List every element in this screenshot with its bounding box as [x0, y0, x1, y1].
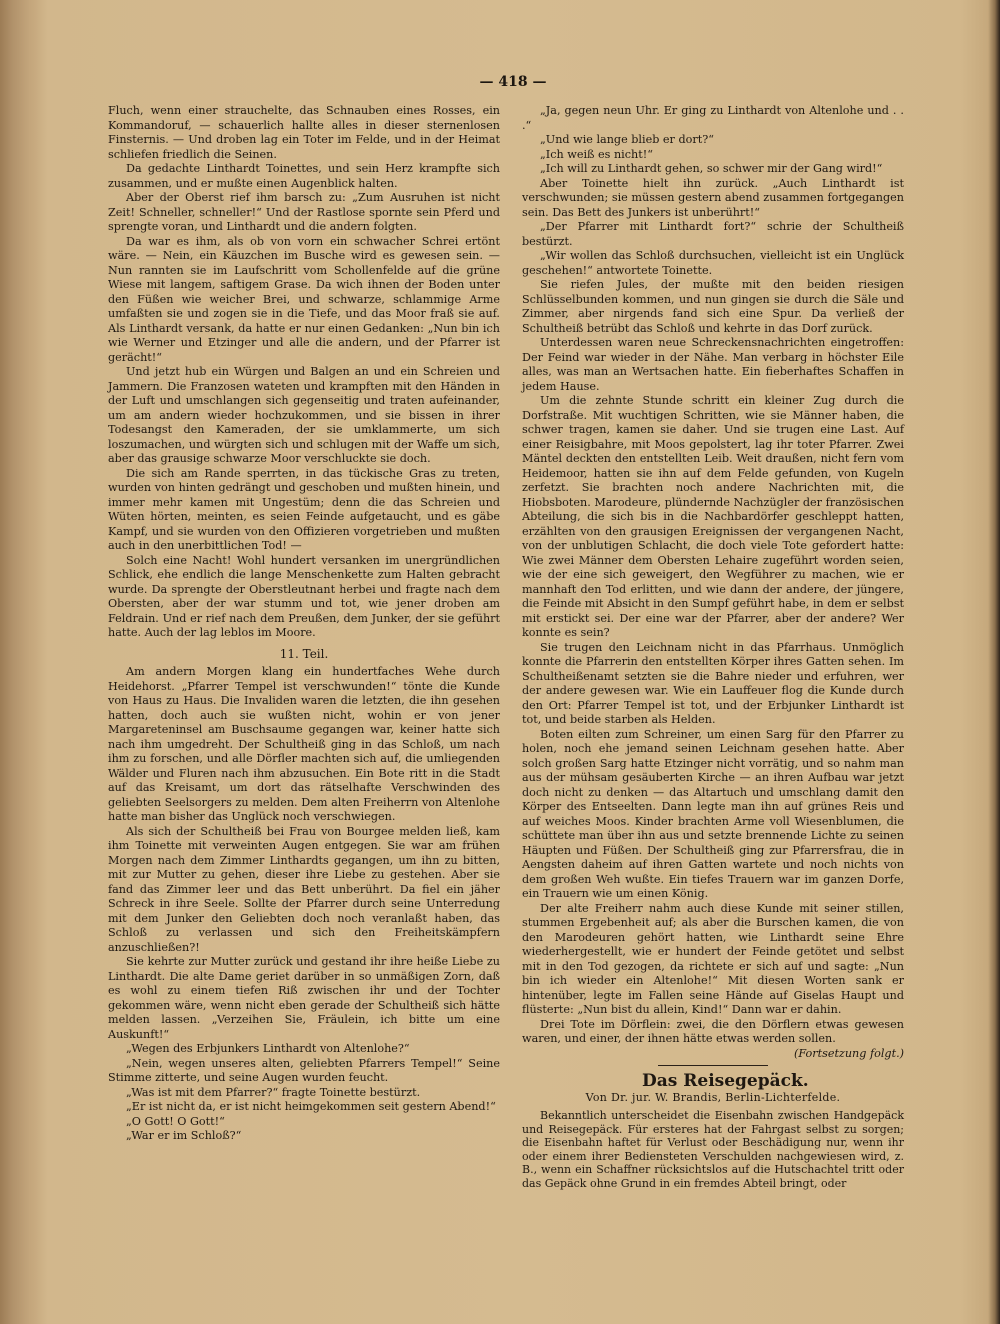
paragraph: Drei Tote im Dörflein: zwei, die den Dörflern etwas gewesen waren, und einer, der ihnen hätte etwas werden sollen. [522, 1017, 904, 1045]
paragraph: Sie trugen den Leichnam nicht in das Pfarrhaus. Unmöglich konnte die Pfarrerin den entstellten Körper ihres Gatten sehen. Im Schultheißenamt setzten sie die Bahre nieder und erfuhren, wer der andere gewesen war. Wie ein Lauffeuer flog die Kunde durch den Ort: Pfarrer Tempel ist tot, und der Erbjunker Linthardt ist tot, und beide starben als Helden. [522, 640, 904, 726]
paragraph: Da war es ihm, als ob von vorn ein schwacher Schrei ertönt wäre. — Nein, ein Käuzchen im Busche wird es gewesen sein. — Nun rannten sie im Laufschritt vom Schollenfelde auf die grüne Wiese mit langem, saftigem Grase. Da wich ihnen der Boden unter den Füßen wie weicher Brei, und schwarze, schlammige Arme umfaßten sie und zogen sie in die Tiefe, und das Moor fraß sie auf. Als Linthardt versank, da hatte er nur einen Gedanken: „Nun bin ich wie Werner und Etzinger und alle die andern, und der Pfarrer ist gerächt!“ [108, 234, 500, 364]
paragraph: „Er ist nicht da, er ist nicht heimgekommen seit gestern Abend!“ [126, 1100, 496, 1113]
paragraph: Boten eilten zum Schreiner, um einen Sarg für den Pfarrer zu holen, noch ehe jemand seinen Leichnam gesehen hatte. Aber solch großen Sarg hatte Etzinger nicht vorrätig, und so nahm man aus der mühsam gesäuberten Kirche — an ihren Aufbau war jetzt doch nicht zu denken — das Altartuch und umschlang damit den Körper des Entseelten. Dann legte man ihn auf grünes Reis und auf weiches Moos. Kinder brachten Arme voll Wiesenblumen, die schüttete man über ihn aus und setzte brennende Lichte zu seinen Häupten und Füßen. Der Schultheiß ging zur Pfarrersfrau, die in Aengsten daheim auf ihren Gatten wartete und noch nichts von dem großen Weh wußte. Ein tiefes Trauern war im ganzen Dorfe, ein Trauern wie um einen König. [522, 727, 904, 900]
paragraph: Fluch, wenn einer strauchelte, das Schnauben eines Rosses, ein Kommandoruf, — schauerlich hallte alles in dieser sternenlosen Finsternis. — Und droben lag ein Toter im Felde, und in der Heimat schliefen friedlich die Seinen. [108, 104, 500, 161]
section-heading: 11. Teil. [279, 646, 329, 661]
paragraph: „Ja, gegen neun Uhr. Er ging zu Linthardt von Altenlohe und . . .“ [522, 104, 904, 132]
paragraph: „Was ist mit dem Pfarrer?“ fragte Toinette bestürzt. [126, 1085, 421, 1099]
paragraph: Und jetzt hub ein Würgen und Balgen an und ein Schreien und Jammern. Die Franzosen wateten und krampften mit den Händen in der Luft und umschlangen sich gegenseitig und traten aufeinander, um am andern wieder hochzukommen, und sie bissen in ihrer Todesangst den Kameraden, der sie umklammerte, um sich loszumachen, und würgten sich und schlugen mit der Waffe um sich, aber das grausige schwarze Moor verschluckte sie doch. [108, 365, 500, 465]
paragraph: „Und wie lange blieb er dort?“ [540, 133, 714, 146]
paragraph: Unterdessen waren neue Schreckensnachrichten eingetroffen: Der Feind war wieder in der Nähe. Man verbarg in höchster Eile alles, was man an Wertsachen hatte. Ein fieberhaftes Schaffen in jedem Hause. [522, 336, 904, 393]
paragraph: „Wir wollen das Schloß durchsuchen, vielleicht ist ein Unglück geschehen!“ antwortete Toinette. [522, 249, 904, 277]
continuation-note: (Fortsetzung folgt.) [793, 1046, 904, 1060]
left-column [108, 104, 500, 1144]
paragraph: Sie kehrte zur Mutter zurück und gestand ihr ihre heiße Liebe zu Linthardt. Die alte Dame geriet darüber in so unmäßigen Zorn, daß es wohl zu einem tiefen Riß zwischen ihr und der Tochter gekommen wäre, wenn nicht eben gerade der Schultheiß sich hätte melden lassen. „Verzeihen Sie, Fräulein, ich bitte um eine Auskunft!“ [108, 955, 500, 1041]
page-binding-shadow [0, 0, 48, 1324]
paragraph: Aber der Oberst rief ihm barsch zu: „Zum Ausruhen ist nicht Zeit! Schneller, schneller!“ Und der Rastlose spornte sein Pferd und sprengte voran, und Linthardt und die andern folgten. [108, 191, 500, 233]
paragraph: Der alte Freiherr nahm auch diese Kunde mit seiner stillen, stummen Ergebenheit auf; als aber die Burschen kamen, die von den Marodeuren gehört hatten, wie Linthardt seine Ehre wiederhergestellt, wie er hundert der Feinde getötet und selbst mit in den Tod gezogen, da richtete er sich auf und sagte: „Nun bin ich wieder ein Altenlohe!“ Mit diesen Worten sank er hintenüber, legte im Fallen seine Hände auf Giselas Haupt und flüsterte: „Nun bist du allein, Kind!“ Dann war er dahin. [522, 901, 904, 1016]
paragraph: Aber Toinette hielt ihn zurück. „Auch Linthardt ist verschwunden; sie müssen gestern abend zusammen fortgegangen sein. Das Bett des Junkers ist unberührt!“ [522, 176, 904, 219]
page-edge [988, 0, 1000, 1324]
divider-rule [658, 1065, 768, 1066]
paragraph: „Ich weiß es nicht!“ [540, 147, 653, 161]
paragraph: „Der Pfarrer mit Linthardt fort?“ schrie der Schultheiß bestürzt. [522, 220, 904, 248]
paragraph: Um die zehnte Stunde schritt ein kleiner Zug durch die Dorfstraße. Mit wuchtigen Schritten, wie sie Männer haben, die schwer tragen, kamen sie daher. Und sie trugen eine Last. Auf einer Reisigbahre, mit Moos gepolstert, lag ihr toter Pfarrer. Zwei Mäntel deckten den entstellten Leib. Weit draußen, nicht fern vom Heidemoor, hatten sie ihn auf dem Felde gefunden, von Kugeln zerfetzt. Sie brachten noch andere Nachrichten mit, die Hiobsboten. Marodeure, plündernde Nachzügler der französischen Abteilung, die sich bis in die Nachbardörfer geschleppt hatten, erzählten von den grausigen Ereignissen der vergangenen Nacht, von der unblutigen Schlacht, die doch viele Tote gefordert hatte: Wie zwei Männer dem Obersten Lehaire zugeführt worden seien, wie der eine sich geweigert, den Wegführer zu machen, wie er mannhaft den Tod erlitten, und wie dann der andere, der jüngere, die Feinde mit Absicht in den Sumpf geführt habe, in dem er selbst mit erstickt sei. Der eine war der Pfarrer, aber der andere? Wer konnte es sein? [522, 394, 905, 639]
paragraph: Am andern Morgen klang ein hundertfaches Wehe durch Heidehorst. „Pfarrer Tempel ist verschwunden!“ tönte die Kunde von Haus zu Haus. Die Invaliden waren die letzten, die ihn gesehen hatten, doch auch sie wußten nicht, wohin er von jener Margareteninsel am Buschsaume gegangen war, keiner hatte sich nach ihm umgedreht. Der Schultheiß ging in das Schloß, um nach ihm zu forschen, und alle Dörfler machten sich auf, die umliegenden Wälder und Fluren nach ihm abzusuchen. Ein Bote ritt in die Stadt auf das Kreisamt, um dort das rätselhafte Verschwinden des geliebten Seelsorgers zu melden. Dem alten Freiherrn von Altenlohe hatte man bisher das Unglück noch verschwiegen. [108, 665, 500, 823]
paragraph: Da gedachte Linthardt Toinettes, und sein Herz krampfte sich zusammen, und er mußte einen Augenblick halten. [108, 162, 500, 190]
right-column [522, 104, 904, 1191]
paragraph: „Nein, wegen unseres alten, geliebten Pfarrers Tempel!“ Seine Stimme zitterte, und seine Augen wurden feucht. [108, 1056, 500, 1084]
paragraph: Sie riefen Jules, der mußte mit den beiden riesigen Schlüsselbunden kommen, und nun gingen sie durch die Säle und Zimmer, aber nirgends fand sich eine Spur. Da verließ der Schultheiß betrübt das Schloß und kehrte in das Dorf zurück. [522, 278, 904, 335]
paragraph: „Ich will zu Linthardt gehen, so schwer mir der Gang wird!“ [540, 162, 883, 175]
article-byline: Von Dr. jur. W. Brandis, Berlin-Lichterfelde. [585, 1090, 841, 1104]
paragraph: „O Gott! O Gott!“ [126, 1114, 225, 1128]
paragraph: „War er im Schloß?“ [126, 1129, 242, 1142]
page-number: — 418 — [479, 74, 547, 90]
paragraph: Als sich der Schultheiß bei Frau von Bourgee melden ließ, kam ihm Toinette mit verweinten Augen entgegen. Sie war am frühen Morgen nach dem Zimmer Linthardts gegangen, um ihn zu bitten, mit zur Mutter zu gehen, dieser ihre Liebe zu gestehen. Aber sie fand das Zimmer leer und das Bett unberührt. Da fiel ein jäher Schreck in ihre Seele. Sollte der Pfarrer durch seine Unterredung mit dem Junker den Geliebten doch noch veranlaßt haben, das Schloß zu verlassen und sich den Freiheitskämpfern anzuschließen?! [108, 824, 500, 954]
article-body: Bekanntlich unterscheidet die Eisenbahn zwischen Handgepäck und Reisegepäck. Für ersteres hat der Fahrgast selbst zu sorgen; die Eisenbahn haftet für Verlust oder Beschädigung nur, wenn ihr oder einem ihrer Bediensteten Verschulden nachgewiesen wird, z. B., wenn ein Schaffner rücksichtslos auf die Hutschachtel tritt oder das Gepäck ohne Grund in ein fremdes Abteil bringt, oder [522, 1109, 904, 1190]
paragraph: „Wegen des Erbjunkers Linthardt von Altenlohe?“ [126, 1042, 410, 1055]
paragraph: Solch eine Nacht! Wohl hundert versanken im unergründlichen Schlick, ehe endlich die lange Menschenkette zum Halten gebracht wurde. Da sprengte der Oberstleutnant herbei und fragte nach dem Obersten, aber der war stumm und tot, wie jener droben am Feldrain. Und er rief nach dem Preußen, dem Junker, der sie geführt hatte. Auch der lag leblos im Moore. [108, 553, 500, 639]
paragraph: Die sich am Rande sperrten, in das tückische Gras zu treten, wurden von hinten gedrängt und geschoben und mußten hinein, und immer mehr kamen mit Ungestüm; denn die das Schreien und Wüten hörten, meinten, es seien Feinde aufgetaucht, und es gäbe Kampf, und sie wurden von den Offizieren vorgetrieben und mußten auch in den unerbittlichen Tod! — [108, 466, 500, 552]
article-title: Das Reisegepäck. [642, 1071, 809, 1091]
